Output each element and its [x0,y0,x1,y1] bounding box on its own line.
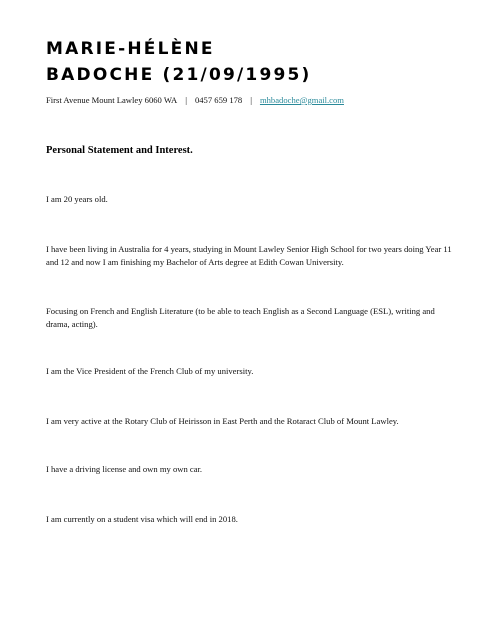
name-heading-last-dob: BADOCHE (21/09/1995) [46,65,312,85]
contact-line [46,95,344,105]
paragraph-visa: I am currently on a student visa which will end in 2018. [46,514,238,524]
section-title: Personal Statement and Interest. [46,145,193,156]
email-link[interactable]: mhbadoche@gmail.com [259,95,344,105]
separator: | [185,95,187,105]
paragraph-age: I am 20 years old. [46,194,108,204]
paragraph-rotary: I am very active at the Rotary Club of Heirisson in East Perth and the Rotaract Club of Mount Lawley. [46,416,399,426]
paragraph-focus: Focusing on French and English Literature (to be able to teach English as a Second Language (ESL), writing and drama, acting). [46,306,435,329]
separator: | [250,95,252,105]
paragraph-french-club: I am the Vice President of the French Club of my university. [46,366,254,376]
paragraph-education: I have been living in Australia for 4 years, studying in Mount Lawley Senior High School for two years doing Year 11 and 12 and now I am finishing my Bachelor of Arts degree at Edith Cowan University. [46,244,452,267]
address-text: First Avenue Mount Lawley 6060 WA [46,95,178,105]
paragraph-driving: I have a driving license and own my own car. [46,464,203,474]
name-heading-first: MARIE-HÉLÈNE [46,39,215,59]
phone-text: 0457 659 178 [194,95,243,105]
